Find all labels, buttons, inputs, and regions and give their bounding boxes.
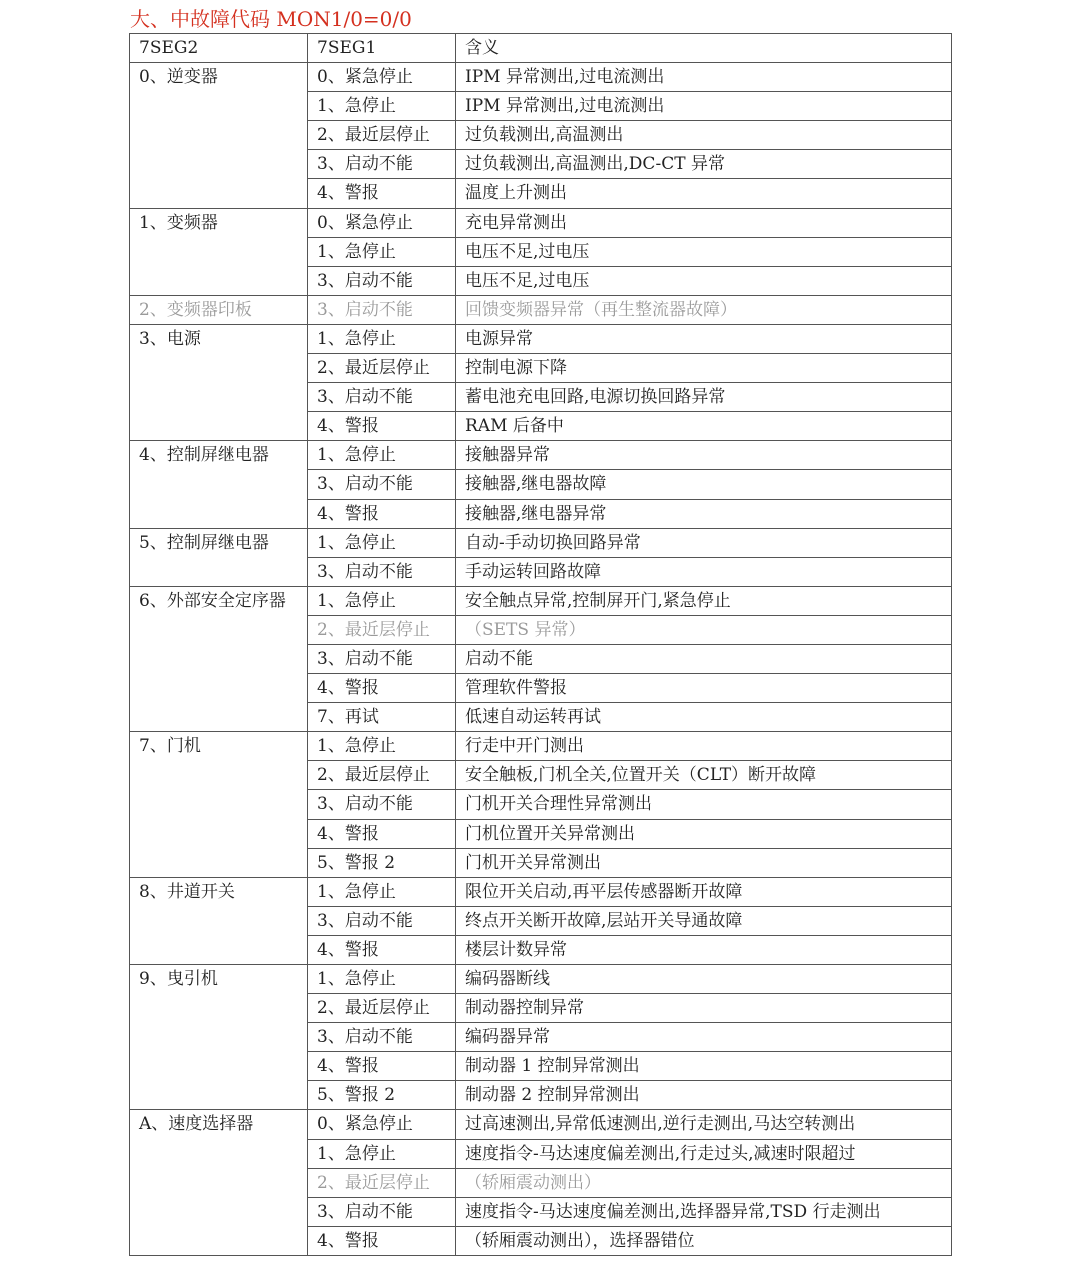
fault-code-cell: 2、最近层停止 — [308, 1168, 456, 1197]
fault-code-cell: 4、警报 — [308, 412, 456, 441]
fault-code-cell: 3、启动不能 — [308, 470, 456, 499]
fault-meaning-cell: RAM 后备中 — [456, 412, 952, 441]
fault-meaning-cell: 制动器控制异常 — [456, 994, 952, 1023]
table-row — [130, 295, 952, 324]
fault-meaning-cell: IPM 异常测出,过电流测出 — [456, 63, 952, 92]
fault-code-cell: 4、警报 — [308, 819, 456, 848]
table-row — [130, 324, 952, 353]
fault-code-cell: 1、急停止 — [308, 965, 456, 994]
fault-code-cell: 2、最近层停止 — [308, 761, 456, 790]
table-row — [130, 528, 952, 557]
fault-code-cell: 3、启动不能 — [308, 644, 456, 673]
fault-code-cell: 4、警报 — [308, 935, 456, 964]
fault-group-cell: 1、变频器 — [130, 208, 308, 295]
table-row — [130, 877, 952, 906]
fault-meaning-cell: 过高速测出,异常低速测出,逆行走测出,马达空转测出 — [456, 1110, 952, 1139]
table-row — [130, 965, 952, 994]
fault-code-cell: 1、急停止 — [308, 324, 456, 353]
fault-code-cell: 1、急停止 — [308, 237, 456, 266]
fault-code-cell: 3、启动不能 — [308, 295, 456, 324]
table-row — [130, 441, 952, 470]
fault-meaning-cell: 楼层计数异常 — [456, 935, 952, 964]
fault-meaning-cell: 控制电源下降 — [456, 354, 952, 383]
fault-code-cell: 0、紧急停止 — [308, 208, 456, 237]
fault-code-cell: 3、启动不能 — [308, 266, 456, 295]
fault-code-cell: 2、最近层停止 — [308, 121, 456, 150]
fault-meaning-cell: 门机开关异常测出 — [456, 848, 952, 877]
fault-meaning-cell: （轿厢震动测出），选择器错位 — [456, 1226, 952, 1255]
fault-code-cell: 4、警报 — [308, 1226, 456, 1255]
fault-meaning-cell: 接触器,继电器故障 — [456, 470, 952, 499]
fault-meaning-cell: 速度指令-马达速度偏差测出,选择器异常,TSD 行走测出 — [456, 1197, 952, 1226]
fault-code-cell: 1、急停止 — [308, 586, 456, 615]
fault-code-cell: 4、警报 — [308, 179, 456, 208]
fault-meaning-cell: 制动器 2 控制异常测出 — [456, 1081, 952, 1110]
fault-meaning-cell: 蓄电池充电回路,电源切换回路异常 — [456, 383, 952, 412]
fault-code-cell: 3、启动不能 — [308, 557, 456, 586]
fault-meaning-cell: 安全触板,门机全关,位置开关（CLT）断开故障 — [456, 761, 952, 790]
fault-meaning-cell: 回馈变频器异常（再生整流器故障） — [456, 295, 952, 324]
table-row — [130, 586, 952, 615]
fault-meaning-cell: 电压不足,过电压 — [456, 237, 952, 266]
fault-code-cell: 1、急停止 — [308, 92, 456, 121]
fault-code-cell: 1、急停止 — [308, 441, 456, 470]
fault-meaning-cell: 电压不足,过电压 — [456, 266, 952, 295]
fault-code-cell: 2、最近层停止 — [308, 994, 456, 1023]
fault-meaning-cell: 接触器,继电器异常 — [456, 499, 952, 528]
fault-group-cell: 2、变频器印板 — [130, 295, 308, 324]
header-7seg2: 7SEG2 — [130, 34, 308, 63]
fault-meaning-cell: 终点开关断开故障,层站开关导通故障 — [456, 906, 952, 935]
fault-table-body — [130, 63, 952, 1256]
fault-code-cell: 1、急停止 — [308, 877, 456, 906]
fault-code-cell: 7、再试 — [308, 703, 456, 732]
fault-code-cell: 3、启动不能 — [308, 1197, 456, 1226]
header-7seg1: 7SEG1 — [308, 34, 456, 63]
fault-meaning-cell: 自动-手动切换回路异常 — [456, 528, 952, 557]
fault-meaning-cell: （SETS 异常） — [456, 615, 952, 644]
fault-group-cell: 0、逆变器 — [130, 63, 308, 208]
fault-meaning-cell: 电源异常 — [456, 324, 952, 353]
fault-meaning-cell: 门机位置开关异常测出 — [456, 819, 952, 848]
fault-group-cell: 4、控制屏继电器 — [130, 441, 308, 528]
fault-code-cell: 5、警报 2 — [308, 1081, 456, 1110]
fault-group-cell: 7、门机 — [130, 732, 308, 877]
fault-meaning-cell: 低速自动运转再试 — [456, 703, 952, 732]
fault-code-cell: 3、启动不能 — [308, 1023, 456, 1052]
fault-code-cell: 2、最近层停止 — [308, 615, 456, 644]
fault-meaning-cell: 手动运转回路故障 — [456, 557, 952, 586]
fault-meaning-cell: 接触器异常 — [456, 441, 952, 470]
fault-group-cell: 3、电源 — [130, 324, 308, 440]
fault-meaning-cell: 过负载测出,高温测出,DC-CT 异常 — [456, 150, 952, 179]
fault-code-cell: 4、警报 — [308, 674, 456, 703]
fault-meaning-cell: 编码器异常 — [456, 1023, 952, 1052]
fault-group-cell: 5、控制屏继电器 — [130, 528, 308, 586]
page-title: 大、中故障代码 MON1/0=0/0 — [130, 7, 412, 31]
fault-meaning-cell: 安全触点异常,控制屏开门,紧急停止 — [456, 586, 952, 615]
fault-meaning-cell: IPM 异常测出,过电流测出 — [456, 92, 952, 121]
fault-group-cell: A、速度选择器 — [130, 1110, 308, 1255]
header-meaning: 含义 — [456, 34, 952, 63]
fault-code-cell: 1、急停止 — [308, 528, 456, 557]
table-row — [130, 732, 952, 761]
fault-code-cell: 2、最近层停止 — [308, 354, 456, 383]
fault-code-cell: 4、警报 — [308, 499, 456, 528]
fault-meaning-cell: 行走中开门测出 — [456, 732, 952, 761]
fault-code-cell: 0、紧急停止 — [308, 63, 456, 92]
fault-meaning-cell: 过负载测出,高温测出 — [456, 121, 952, 150]
fault-code-cell: 3、启动不能 — [308, 906, 456, 935]
table-row — [130, 1110, 952, 1139]
table-row — [130, 63, 952, 92]
fault-code-cell: 4、警报 — [308, 1052, 456, 1081]
fault-meaning-cell: 启动不能 — [456, 644, 952, 673]
fault-group-cell: 6、外部安全定序器 — [130, 586, 308, 731]
fault-code-cell: 3、启动不能 — [308, 150, 456, 179]
fault-code-table — [129, 33, 952, 1256]
fault-meaning-cell: 制动器 1 控制异常测出 — [456, 1052, 952, 1081]
fault-code-cell: 3、启动不能 — [308, 383, 456, 412]
fault-meaning-cell: 管理软件警报 — [456, 674, 952, 703]
fault-meaning-cell: 门机开关合理性异常测出 — [456, 790, 952, 819]
fault-meaning-cell: （轿厢震动测出） — [456, 1168, 952, 1197]
table-header-row — [130, 34, 952, 63]
fault-group-cell: 9、曳引机 — [130, 965, 308, 1110]
fault-group-cell: 8、井道开关 — [130, 877, 308, 964]
fault-meaning-cell: 充电异常测出 — [456, 208, 952, 237]
fault-code-cell: 1、急停止 — [308, 1139, 456, 1168]
fault-code-cell: 5、警报 2 — [308, 848, 456, 877]
table-row — [130, 208, 952, 237]
fault-meaning-cell: 限位开关启动,再平层传感器断开故障 — [456, 877, 952, 906]
fault-code-cell: 0、紧急停止 — [308, 1110, 456, 1139]
fault-meaning-cell: 速度指令-马达速度偏差测出,行走过头,减速时限超过 — [456, 1139, 952, 1168]
fault-code-cell: 1、急停止 — [308, 732, 456, 761]
fault-meaning-cell: 温度上升测出 — [456, 179, 952, 208]
fault-meaning-cell: 编码器断线 — [456, 965, 952, 994]
fault-code-cell: 3、启动不能 — [308, 790, 456, 819]
